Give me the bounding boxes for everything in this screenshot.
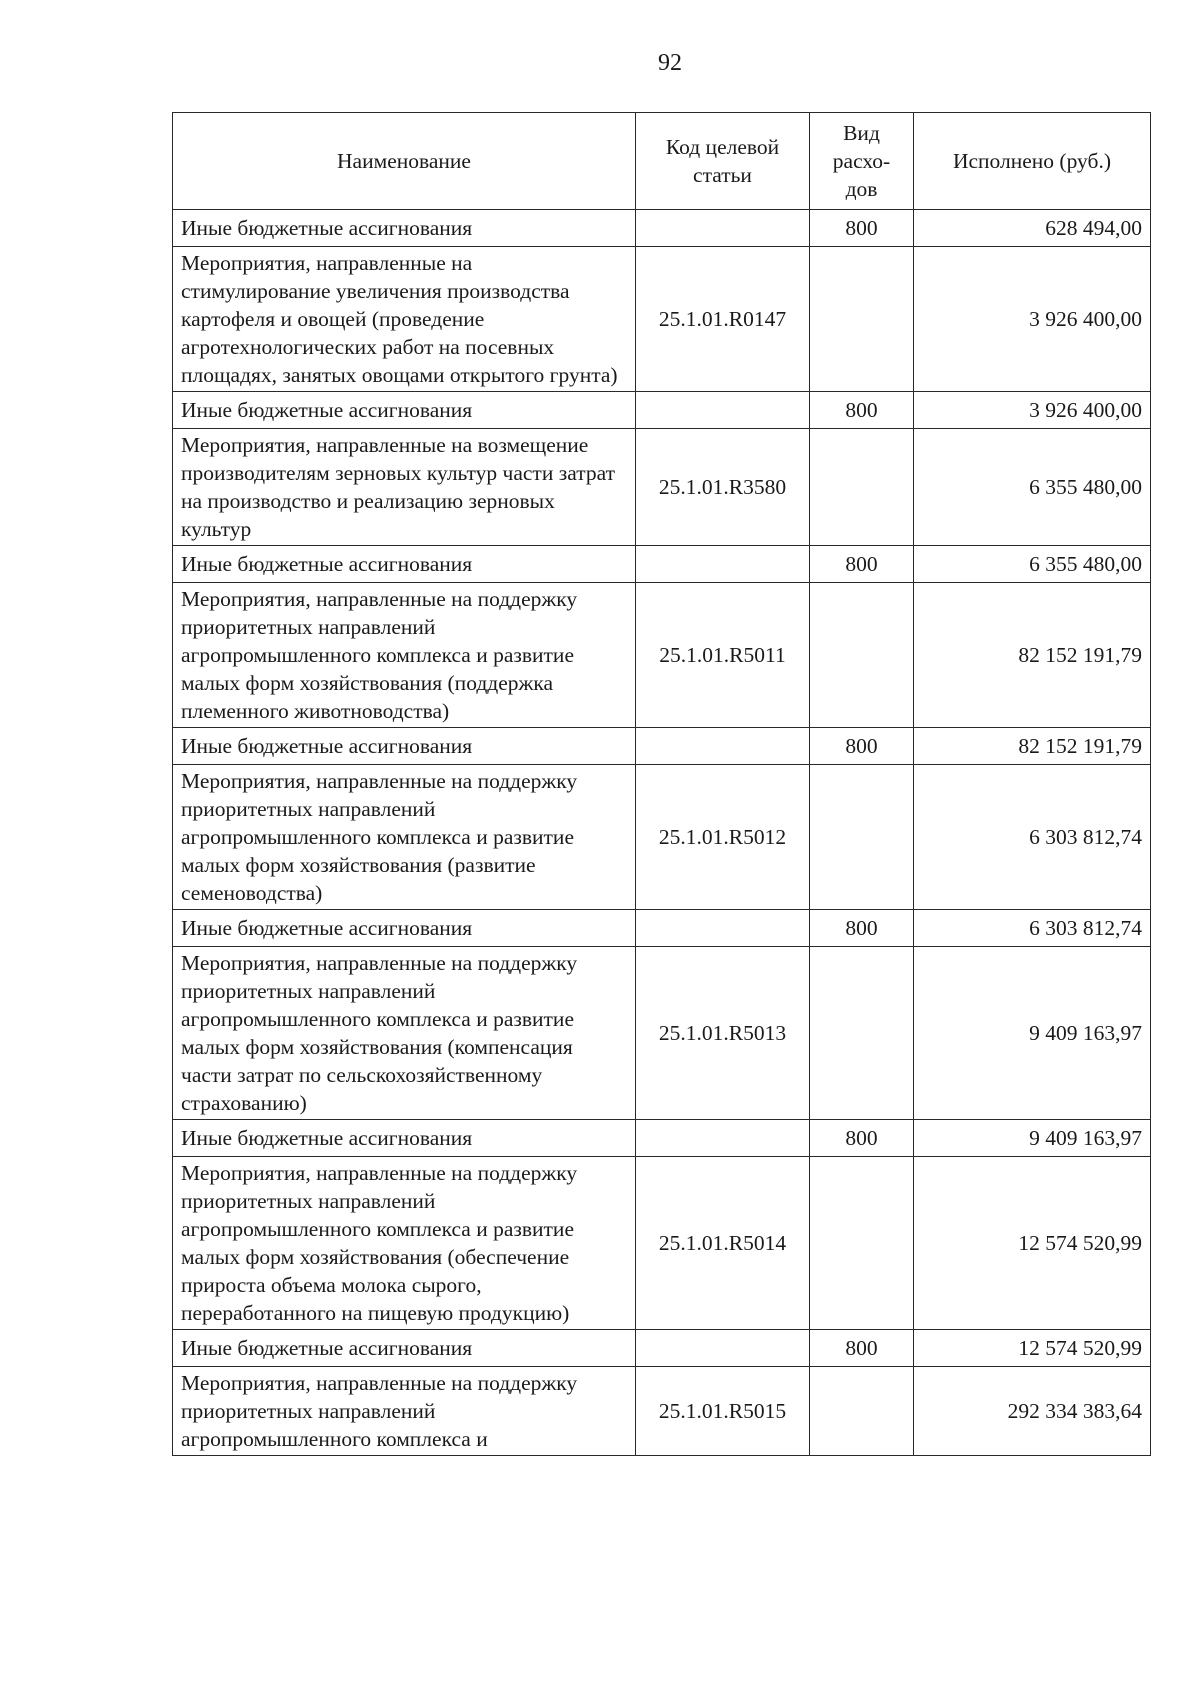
header-amount: Исполнено (руб.)	[914, 113, 1151, 210]
table-row	[173, 429, 1151, 546]
row-amount: 292 334 383,64	[914, 1367, 1151, 1456]
row-expense-type	[810, 947, 914, 1120]
table-row	[173, 910, 1151, 947]
row-expense-type	[810, 429, 914, 546]
row-amount: 6 355 480,00	[914, 429, 1151, 546]
row-amount: 82 152 191,79	[914, 728, 1151, 765]
row-amount: 9 409 163,97	[914, 1120, 1151, 1157]
table-row	[173, 947, 1151, 1120]
row-code	[636, 910, 810, 947]
row-expense-type: 800	[810, 728, 914, 765]
table-row	[173, 247, 1151, 392]
row-code: 25.1.01.R3580	[636, 429, 810, 546]
table-header-row	[173, 113, 1151, 210]
row-name: Иные бюджетные ассигнования	[173, 392, 636, 429]
row-name: Мероприятия, направленные на поддержку приоритетных направлений агропромышленного комплекса и развитие малых форм хозяйствования (поддержка племенного животноводства)	[173, 583, 636, 728]
header-code: Код целевой статьи	[636, 113, 810, 210]
row-amount: 6 355 480,00	[914, 546, 1151, 583]
row-amount: 82 152 191,79	[914, 583, 1151, 728]
row-expense-type: 800	[810, 546, 914, 583]
row-name: Иные бюджетные ассигнования	[173, 546, 636, 583]
table-row	[173, 583, 1151, 728]
row-name: Иные бюджетные ассигнования	[173, 210, 636, 247]
row-expense-type	[810, 583, 914, 728]
row-name: Мероприятия, направленные на поддержку приоритетных направлений агропромышленного комплекса и развитие малых форм хозяйствования (обеспечение прироста объема молока сырого, переработанного на пищевую продукцию)	[173, 1157, 636, 1330]
row-code	[636, 210, 810, 247]
row-code: 25.1.01.R5014	[636, 1157, 810, 1330]
table-row	[173, 728, 1151, 765]
row-code: 25.1.01.R5013	[636, 947, 810, 1120]
table-row	[173, 1120, 1151, 1157]
row-expense-type: 800	[810, 1330, 914, 1367]
row-expense-type: 800	[810, 1120, 914, 1157]
row-name: Мероприятия, направленные на поддержку приоритетных направлений агропромышленного комплекса и развитие малых форм хозяйствования (компенсация части затрат по сельскохозяйственному страхованию)	[173, 947, 636, 1120]
row-amount: 9 409 163,97	[914, 947, 1151, 1120]
row-amount: 12 574 520,99	[914, 1330, 1151, 1367]
row-amount: 6 303 812,74	[914, 910, 1151, 947]
table-row	[173, 765, 1151, 910]
header-expense-type: Вид расхо-дов	[810, 113, 914, 210]
row-expense-type	[810, 247, 914, 392]
row-amount: 3 926 400,00	[914, 247, 1151, 392]
row-code: 25.1.01.R5011	[636, 583, 810, 728]
table-row	[173, 1330, 1151, 1367]
table-row	[173, 546, 1151, 583]
row-amount: 12 574 520,99	[914, 1157, 1151, 1330]
row-expense-type	[810, 1157, 914, 1330]
row-code	[636, 546, 810, 583]
row-name: Иные бюджетные ассигнования	[173, 728, 636, 765]
row-name: Иные бюджетные ассигнования	[173, 1330, 636, 1367]
row-name: Мероприятия, направленные на стимулирование увеличения производства картофеля и овощей (проведение агротехнологических работ на посевных площадях, занятых овощами открытого грунта)	[173, 247, 636, 392]
row-name: Иные бюджетные ассигнования	[173, 910, 636, 947]
row-amount: 6 303 812,74	[914, 765, 1151, 910]
row-code: 25.1.01.R5015	[636, 1367, 810, 1456]
row-expense-type	[810, 1367, 914, 1456]
row-amount: 3 926 400,00	[914, 392, 1151, 429]
row-code	[636, 1120, 810, 1157]
row-code	[636, 392, 810, 429]
row-code	[636, 728, 810, 765]
row-name: Мероприятия, направленные на поддержку приоритетных направлений агропромышленного комплекса и	[173, 1367, 636, 1456]
row-expense-type: 800	[810, 210, 914, 247]
row-code	[636, 1330, 810, 1367]
row-amount: 628 494,00	[914, 210, 1151, 247]
table-row	[173, 1157, 1151, 1330]
row-expense-type: 800	[810, 392, 914, 429]
header-name: Наименование	[173, 113, 636, 210]
budget-execution-table	[172, 112, 1151, 1456]
page-number: 92	[658, 50, 682, 76]
row-name: Мероприятия, направленные на возмещение производителям зерновых культур части затрат на производство и реализацию зерновых культур	[173, 429, 636, 546]
row-name: Иные бюджетные ассигнования	[173, 1120, 636, 1157]
table-row	[173, 1367, 1151, 1456]
row-name: Мероприятия, направленные на поддержку приоритетных направлений агропромышленного комплекса и развитие малых форм хозяйствования (развитие семеноводства)	[173, 765, 636, 910]
table-row	[173, 210, 1151, 247]
row-expense-type	[810, 765, 914, 910]
row-code: 25.1.01.R5012	[636, 765, 810, 910]
row-expense-type: 800	[810, 910, 914, 947]
row-code: 25.1.01.R0147	[636, 247, 810, 392]
table-row	[173, 392, 1151, 429]
